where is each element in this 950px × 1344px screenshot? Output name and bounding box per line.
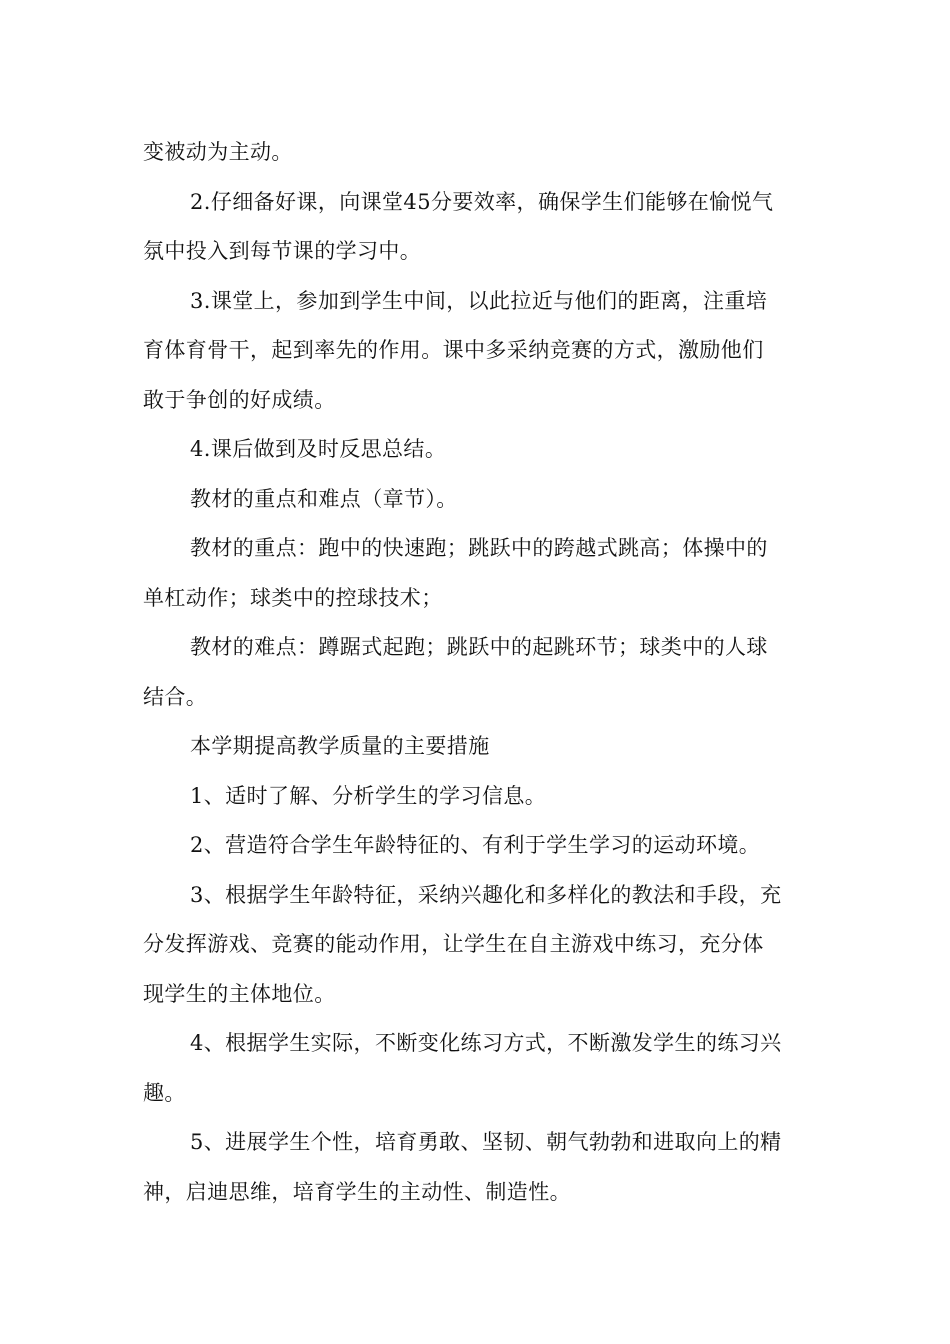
- text-line: 4、根据学生实际，不断变化练习方式，不断激发学生的练习兴: [190, 1031, 782, 1055]
- text-line: 4.课后做到及时反思总结。: [190, 437, 447, 461]
- text-line: 现学生的主体地位。: [143, 981, 336, 1006]
- text-line: 2、营造符合学生年龄特征的、有利于学生学习的运动环境。: [190, 833, 761, 857]
- text-line: 趣。: [143, 1080, 186, 1105]
- section-heading: 本学期提高教学质量的主要措施: [190, 734, 490, 758]
- text-line: 分发挥游戏、竞赛的能动作用，让学生在自主游戏中练习，充分体: [143, 932, 764, 956]
- text-line: 3.课堂上，参加到学生中间，以此拉近与他们的距离，注重培: [190, 288, 768, 313]
- text-line: 3、根据学生年龄特征，采纳兴趣化和多样化的教法和手段，充: [190, 882, 782, 907]
- text-line: 结合。: [143, 684, 208, 709]
- text-line: 2.仔细备好课，向课堂45分要效率，确保学生们能够在愉悦气: [190, 189, 774, 214]
- text-line: 育体育骨干，起到率先的作用。课中多采纳竞赛的方式，激励他们: [143, 338, 764, 362]
- text-line: 教材的难点：蹲踞式起跑；跳跃中的起跳环节；球类中的人球: [190, 635, 768, 659]
- text-line: 单杠动作；球类中的控球技术；: [143, 585, 443, 610]
- text-line: 氛中投入到每节课的学习中。: [143, 239, 422, 263]
- text-line: 1、适时了解、分析学生的学习信息。: [190, 783, 547, 808]
- document-body: [143, 128, 808, 1217]
- section-heading: 教材的重点和难点（章节）。: [190, 486, 458, 511]
- text-line: 变被动为主动。: [143, 140, 293, 164]
- text-line: 5、进展学生个性，培育勇敢、坚韧、朝气勃勃和进取向上的精: [190, 1130, 782, 1154]
- text-line: 神，启迪思维，培育学生的主动性、制造性。: [143, 1179, 571, 1204]
- text-line: 教材的重点：跑中的快速跑；跳跃中的跨越式跳高；体操中的: [190, 536, 768, 560]
- text-line: 敢于争创的好成绩。: [143, 387, 336, 412]
